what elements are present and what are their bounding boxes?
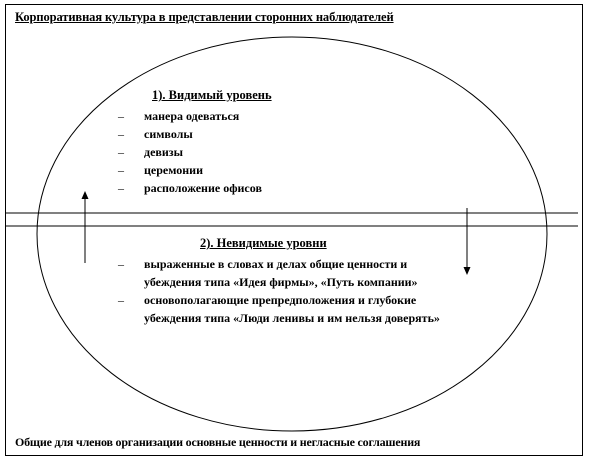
up-arrow bbox=[82, 191, 89, 263]
culture-ellipse bbox=[37, 37, 547, 431]
list-item: – девизы bbox=[118, 143, 262, 161]
list-item: – церемонии bbox=[118, 161, 262, 179]
hidden-level-title: 2). Невидимые уровни bbox=[200, 236, 327, 250]
list-item: – расположение офисов bbox=[118, 179, 262, 197]
list-item: – символы bbox=[118, 125, 262, 143]
list-item: – манера одеваться bbox=[118, 107, 262, 125]
hidden-level-list bbox=[118, 255, 448, 327]
list-item: – выраженные в словах и делах общие ценности и убеждения типа «Идея фирмы», «Путь компании» bbox=[118, 255, 448, 291]
list-item: – основополагающие препредположения и глубокие убеждения типа «Люди ленивы и им нельзя доверять» bbox=[118, 291, 448, 327]
down-arrow bbox=[464, 208, 471, 275]
visible-level-list bbox=[118, 107, 262, 197]
diagram-title: Корпоративная культура в представлении сторонних наблюдателей bbox=[15, 10, 394, 24]
diagram-footer: Общие для членов организации основные ценности и негласные соглашения bbox=[15, 435, 421, 449]
visible-level-title: 1). Видимый уровень bbox=[152, 88, 272, 102]
